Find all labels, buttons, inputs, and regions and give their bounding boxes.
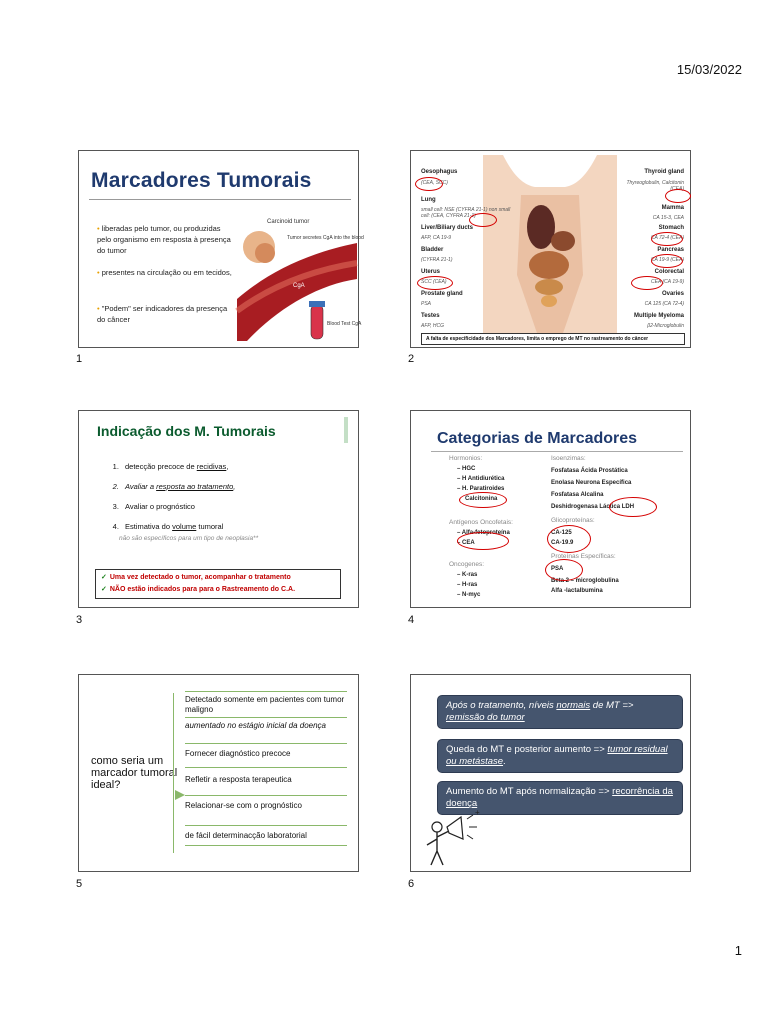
question-text: como seria um marcador tumoral ideal? [91, 755, 178, 791]
slide-title: Indicação dos M. Tumorais [97, 423, 276, 439]
indication-list [107, 457, 235, 537]
markers-liver: AFP, CA 19-9 [421, 235, 452, 241]
criteria-row: Fornecer diagnóstico precoce [185, 749, 291, 758]
category-glicoproteinas: Glicoproteínas: [551, 517, 595, 524]
checkmark-icon: ✓ [101, 574, 107, 581]
label-blood-test: Blood Test CgA [327, 321, 362, 327]
label-carcinoid: Carcinoid tumor [267, 219, 310, 225]
slide-3 [78, 410, 359, 608]
category-antigenos: Antígenos Oncofetais: [449, 519, 513, 526]
slide-number-6: 6 [408, 878, 415, 890]
info-box: Queda do MT e posterior aumento => tumor residual ou metástase. [437, 739, 683, 773]
list-item: 4. Estimativa do volume tumoral [121, 517, 235, 537]
organ-uterus: Uterus [421, 269, 441, 275]
highlight-circle [459, 492, 507, 508]
key-points-box [95, 569, 341, 599]
highlight-circle [547, 525, 591, 553]
markers-stomach: CA 72-4 (CEA) [650, 235, 684, 241]
list-item: Deshidrogenasa Láctica LDH [551, 504, 635, 510]
organ-bladder: Bladder [421, 247, 444, 253]
slide-2 [410, 150, 691, 348]
markers-oesophagus: (CEA, SCC) [421, 180, 448, 186]
highlight-circle [609, 497, 657, 517]
list-item: 3. Avaliar o prognóstico [121, 497, 235, 517]
slide-number-2: 2 [408, 353, 415, 365]
organ-prostate: Prostate gland [421, 291, 463, 297]
list-item: PSA [551, 566, 564, 572]
criteria-row: aumentado no estágio inicial da doença [185, 721, 326, 730]
row-divider [185, 767, 347, 768]
list-item: Fosfatasa Alcalina [551, 492, 604, 498]
accent-bar [344, 417, 348, 443]
markers-pancreas: CA 19-9 (CEA) [650, 257, 684, 263]
organ-lung: Lung [421, 197, 436, 203]
list-item: – CEA [457, 540, 475, 546]
organ-ovaries: Ovaries [661, 291, 684, 297]
organ-liver: Liver/Biliary ducts [421, 225, 474, 231]
slide-5 [78, 674, 359, 872]
category-oncogenes: Oncogenes: [449, 561, 485, 568]
organ-mamma: Mamma [661, 205, 684, 211]
slide-number-3: 3 [76, 614, 83, 626]
markers-ovaries: CA 125 (CA 72-4) [644, 301, 684, 307]
list-item: Fosfatasa Ácida Prostática [551, 468, 628, 474]
criteria-row: Relacionar-se com o prognóstico [185, 801, 302, 810]
list-item: CA-19.9 [551, 540, 574, 546]
markers-uterus: SCC (CEA) [421, 279, 447, 285]
slide-1 [78, 150, 364, 348]
highlight-circle [457, 532, 509, 550]
criteria-row: de fácil determinacção laboratorial [185, 831, 307, 840]
criteria-row: Detectado somente em pacientes com tumor maligno [185, 695, 345, 714]
list-item: – HGC [457, 466, 476, 472]
markers-myeloma: β2-Microglobulin [647, 323, 684, 329]
list-item: 1. detecção precoce de recidivas, [121, 457, 235, 477]
row-divider [185, 845, 347, 846]
list-item: – H. Paratiroides [457, 486, 505, 492]
list-item: Beta 2 – microglobulina [551, 578, 619, 584]
list-item: Alfa -lactalbumina [551, 588, 603, 594]
category-proteinas: Proteínas Específicas: [551, 553, 616, 560]
list-item: Enolasa Neurona Específica [551, 480, 632, 486]
markers-testes: AFP, HCG [421, 323, 444, 329]
bracket-line [173, 693, 182, 853]
markers-bladder: (CYFRA 21-1) [421, 257, 453, 263]
slide-6 [410, 674, 691, 872]
bullet-2: • presentes na circulação ou em tecidos, [97, 268, 232, 277]
organ-colorectal: Colorectal [654, 269, 684, 275]
label-secretes: Tumor secretes CgA into the blood [287, 235, 364, 241]
organ-thyroid: Thyroid gland [644, 169, 684, 175]
body-anatomy-illustration [483, 155, 617, 339]
bullet-3: • "Podem" ser indicadores da presença do câncer [97, 304, 228, 324]
markers-prostate: PSA [421, 301, 432, 307]
highlight-circle [651, 254, 683, 268]
info-box: Após o tratamento, níveis normais de MT => remissão do tumor [437, 695, 683, 729]
highlight-circle [415, 177, 443, 191]
organ-oesophagus: Oesophagus [421, 169, 458, 175]
bullet-1: • liberadas pelo tumor, ou produzidas pelo organismo em resposta à presença do tumor [97, 224, 231, 255]
markers-thyroid: Thyreoglobulin, Calcitonin (CEA) [626, 180, 684, 192]
slide-title: Categorias de Marcadores [437, 430, 638, 447]
list-item: – K-ras [457, 572, 478, 578]
info-box: Aumento do MT após normalização => recorrência da doença [437, 781, 683, 815]
category-isoenzimas: Isoenzimas: [551, 455, 586, 462]
highlight-circle [651, 232, 683, 246]
highlight-circle [545, 559, 583, 581]
slide-number-5: 5 [76, 878, 83, 890]
highlight-circle [665, 189, 691, 203]
checkmark-icon: ✓ [101, 586, 107, 593]
specificity-note: A falta de especificidade dos Marcadores, limita o emprego de MT no rastreamento do câncer [421, 333, 685, 345]
slide-4 [410, 410, 691, 608]
markers-colorectal: CEA (CA 19-9) [651, 279, 684, 285]
highlight-circle [417, 276, 453, 290]
list-item: – H Antidiurética [457, 476, 505, 482]
check-item: ✓ Uma vez detectado o tumor, acompanhar o tratamento [101, 574, 291, 581]
markers-lung: small cell: NSE (CYFRA 21-1) non small cell: (CEA, CYFRA 21-1) [421, 207, 511, 219]
organ-stomach: Stomach [658, 225, 684, 231]
row-divider [185, 743, 347, 744]
slide-title: Marcadores Tumorais [91, 169, 312, 192]
organ-pancreas: Pancreas [657, 247, 684, 253]
category-hormonios: Hormonios: [449, 455, 483, 462]
check-item: ✓ NÃO estão indicados para para o Rastreamento do C.A. [101, 586, 296, 593]
page-date: 15/03/2022 [676, 62, 742, 77]
svg-text:+: + [475, 808, 480, 817]
list-item: – N-myc [457, 592, 481, 598]
title-divider [89, 199, 351, 200]
row-divider [185, 795, 347, 796]
list-item: – Alfa-fetoproteína [457, 530, 510, 536]
highlight-circle [469, 213, 497, 227]
organ-testes: Testes [421, 313, 440, 319]
title-divider [431, 451, 683, 452]
megaphone-figure-icon [415, 807, 485, 869]
highlight-circle [631, 276, 663, 290]
slide-number-1: 1 [76, 353, 83, 365]
row-divider [185, 825, 347, 826]
list-item: CA-125 [551, 530, 572, 536]
list-item: 2. Avaliar a resposta ao tratamento, [121, 477, 235, 497]
markers-mamma: CA 15-3, CEA [652, 215, 684, 221]
list-item: Calcitonina [465, 496, 498, 502]
row-divider [185, 691, 347, 692]
blood-vessel-illustration [237, 213, 364, 345]
criteria-row: Refletir a resposta terapeutica [185, 775, 292, 784]
page-number: 1 [734, 943, 742, 958]
label-cga: CgA [293, 283, 305, 289]
list-item: – H-ras [457, 582, 478, 588]
slide-number-4: 4 [408, 614, 415, 626]
row-divider [185, 717, 347, 718]
organ-myeloma: Multiple Myeloma [633, 313, 684, 319]
specificity-note: não são específicos para um tipo de neoplasia** [119, 535, 259, 542]
